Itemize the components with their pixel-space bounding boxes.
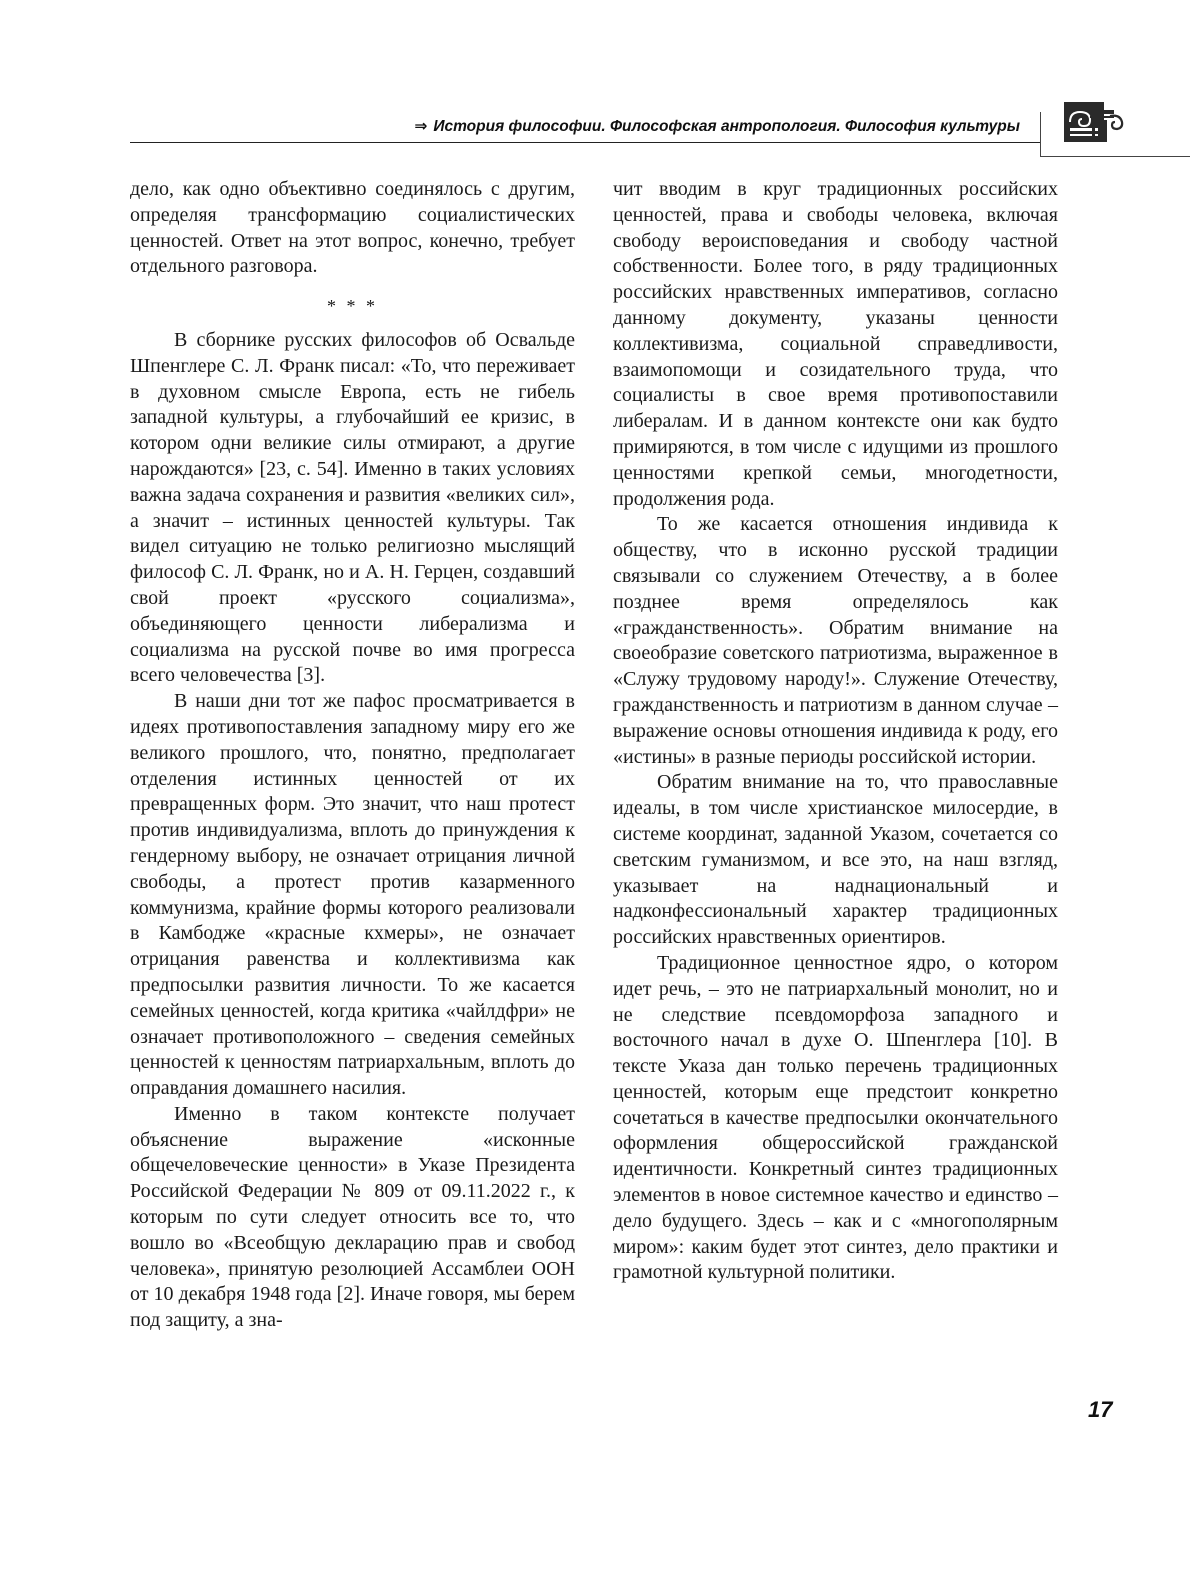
paragraph: В наши дни тот же пафос просматривается в идеях противопоставления западному миру его же великого прошлого, что, понятно, предполагает отделения истинных ценностей от их превращенных форм. Это значит, что наш протест против индивидуализма, вплоть до принуждения к гендерному выбору, не означает отрицания личной свободы, а протест против казарменного коммунизма, крайние формы которого реализовали в Камбодже «красные кхмеры», не означает отрицания равенства и коллективизма как предпосылки развития личности. То же касается семейных ценностей, когда критика «чайлдфри» не означает противоположного – сведения семейных ценностей к ценностям патриархальным, вплоть до оправдания домашнего насилия. xyxy=(130,690,575,1100)
paragraph: В сборнике русских философов об Освальде Шпенглере С. Л. Франк писал: «То, что переживает в духовном смысле Европа, есть не гибель западной культуры, а глубочайший ее кризис, в котором одни великие силы отмирают, а другие нарождаются» [23, с. 54]. Именно в таких условиях важна задача сохранения и развития «великих сил», а значит – истинных ценностей культуры. Так видел ситуацию не только религиозно мыслящий философ С. Л. Франк, но и А. Н. Герцен, создавший свой проект «русского социализма», объединяющего ценности либерализма и социализма на русской почве во имя прогресса всего человечества [3]. xyxy=(130,328,575,687)
paragraph: дело, как одно объективно соединялось с другим, определяя трансформацию социалистических ценностей. Ответ на этот вопрос, конечно, требует отдельного разговора. xyxy=(130,178,575,278)
section-separator: * * * xyxy=(327,296,378,317)
left-column xyxy=(130,177,575,1334)
header-rule-right xyxy=(1040,156,1190,157)
page-number: 17 xyxy=(1088,1397,1113,1422)
right-column xyxy=(613,177,1058,1286)
running-header-title: История философии. Философская антропология. Философия культуры xyxy=(433,118,1020,135)
running-header xyxy=(414,117,1020,136)
paragraph: Именно в таком контексте получает объяснение выражение «исконные общечеловеческие ценности» в Указе Президента Российской Федерации № 809 от 09.11.2022 г., к которым по сути следует относить все то, что вошло во «Всеобщую декларацию прав и свобод человека», принятую резолюцией Ассамблеи ООН от 10 декабря 1948 года [2]. Иначе говоря, мы берем под защиту, а зна- xyxy=(130,1102,575,1332)
header-rule xyxy=(130,142,1040,143)
paragraph: Обратим внимание на то, что православные идеалы, в том числе христианское милосердие, в системе координат, заданной Указом, сочетается со светским гуманизмом, и все это, на наш взгляд, указывает на наднациональный и надконфессиональный характер традиционных российских нравственных ориентиров. xyxy=(613,771,1058,949)
header-vertical-rule xyxy=(1040,112,1041,156)
paragraph: чит вводим в круг традиционных российских ценностей, права и свободы человека, включая свободу вероисповедания и свободу частной собственности. Более того, в ряду традиционных российских нравственных императивов, согласно данному документу, указаны ценности коллективизма, социальной справедливости, взаимопомощи и созидательного труда, что социалисты в свое время противопоставили либералам. И в данном контексте они как будто примиряются, в том числе с идущими из прошлого ценностями крепкой семьи, многодетности, продолжения рода. xyxy=(613,178,1058,510)
ionic-capital-icon xyxy=(1062,96,1130,148)
paragraph: Традиционное ценностное ядро, о котором идет речь, – это не патриархальный монолит, но и не следствие псевдоморфоза западного и восточного начал в духе О. Шпенглера [10]. В тексте Указа дан только перечень традиционных ценностей, которым еще предстоит конкретно сочетаться в качестве предпосылки окончательного оформления общероссийской гражданской идентичности. Конкретный синтез традиционных элементов в новое системное качество и единство – дело будущего. Здесь – как и с «многополярным миром»: каким будет этот синтез, дело практики и грамотной культурной политики. xyxy=(613,951,1058,1284)
paragraph: То же касается отношения индивида к обществу, что в исконно русской традиции связывали со служением Отечеству, а в более позднее время определялось как «гражданственность». Обратим внимание на своеобразие советского патриотизма, выраженное в «Служу трудовому народу!». Служение Отечеству, гражданственность и патриотизм в данном случае – выражение основы отношения индивида к роду, его «истины» в разные периоды российской истории. xyxy=(613,513,1058,768)
arrow-icon: ⇒ xyxy=(414,118,428,135)
